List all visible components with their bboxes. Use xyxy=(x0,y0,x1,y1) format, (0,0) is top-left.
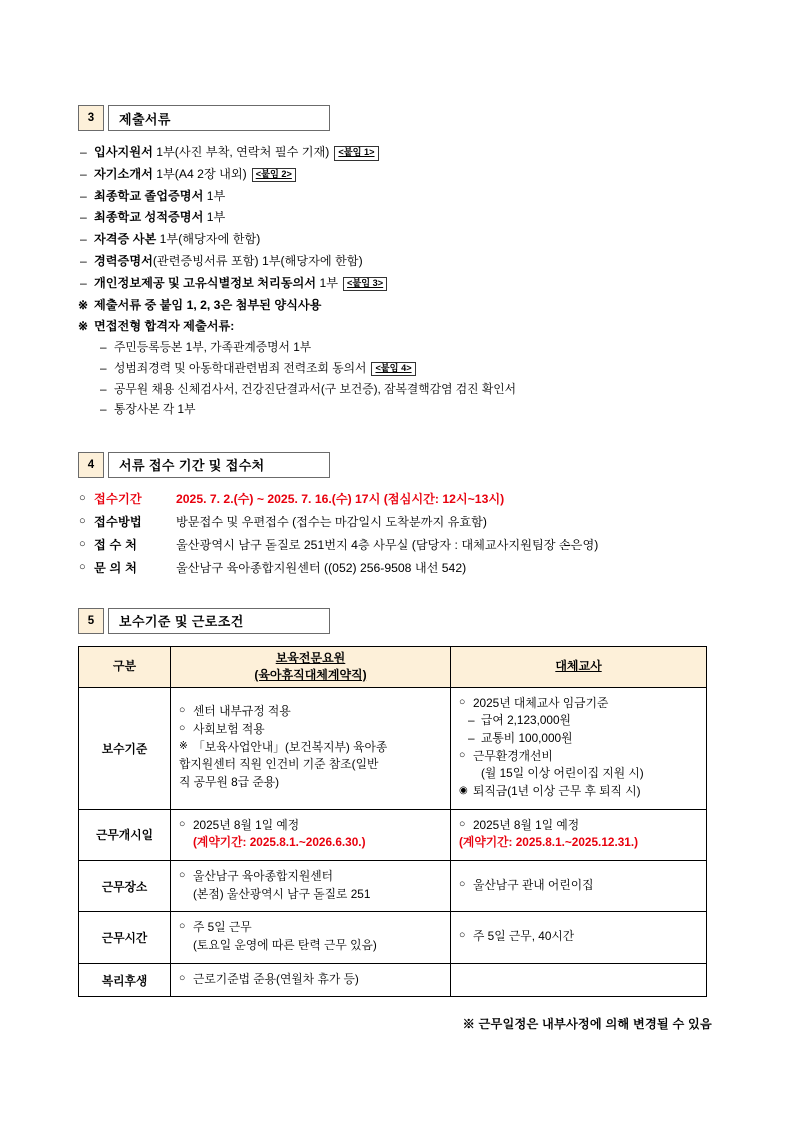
section-header-4 xyxy=(78,452,718,478)
cell-line xyxy=(459,783,698,801)
cell-text-contract-period: (계약기간: 2025.8.1.~2025.12.31.) xyxy=(459,835,639,850)
cell-line xyxy=(459,834,698,852)
list-item-label: 입사지원서 xyxy=(94,145,153,159)
list-item xyxy=(78,252,718,270)
info-row-value: 울산남구 육아종합지원센터 ((052) 256-9508 내선 542) xyxy=(176,560,467,575)
attachment-tag: <붙임 3> xyxy=(343,277,387,292)
table-row xyxy=(79,809,707,860)
cell-line xyxy=(179,721,442,739)
reference-mark-icon: ※ xyxy=(179,739,188,752)
dash-marker: – xyxy=(80,145,87,159)
row-header: 근무장소 xyxy=(79,861,171,912)
table-header-row xyxy=(79,646,707,687)
list-item-detail: 1부 xyxy=(316,275,339,290)
cell-text: 2025년 8월 1일 예정 xyxy=(473,817,580,832)
list-item xyxy=(78,274,718,292)
cell-text: 근무환경개선비 xyxy=(473,748,553,763)
cell-text: (월 15일 이상 어린이집 지원 시) xyxy=(481,766,644,781)
cell-line xyxy=(179,919,442,937)
document-content xyxy=(78,105,718,1032)
cell-text: 급여 2,123,000원 xyxy=(481,713,571,728)
section-title: 서류 접수 기간 및 접수처 xyxy=(108,452,330,478)
cell-text: 센터 내부규정 적용 xyxy=(193,704,291,719)
circle-marker-icon: ○ xyxy=(179,722,186,735)
list-item xyxy=(78,230,718,248)
list-item-detail: 1부(사진 부착, 연락처 필수 기재) xyxy=(152,145,330,159)
cell-substitute-start-date xyxy=(451,809,707,860)
cell-line xyxy=(459,765,698,783)
table-row xyxy=(79,861,707,912)
circle-marker-icon: ○ xyxy=(459,817,466,830)
circle-marker-icon: ○ xyxy=(179,920,186,933)
cell-text: 직 공무원 8급 준용) xyxy=(179,775,280,790)
dash-marker: – xyxy=(100,360,107,375)
cell-substitute-location xyxy=(451,861,707,912)
circle-marker-icon: ○ xyxy=(179,817,186,830)
list-item-label: 최종학교 성적증명서 xyxy=(94,210,204,225)
cell-substitute-benefits xyxy=(451,963,707,997)
list-item-label: 최종학교 졸업증명서 xyxy=(94,188,204,203)
cell-substitute-pay xyxy=(451,687,707,809)
info-row-label: 접수기간 xyxy=(94,491,142,506)
dash-marker: – xyxy=(80,188,87,203)
cell-text-contract-period: (계약기간: 2025.8.1.~2026.6.30.) xyxy=(193,835,366,850)
info-row-label: 접수방법 xyxy=(94,514,142,529)
cell-line xyxy=(459,748,698,766)
cell-line xyxy=(179,739,442,757)
sub-list-item xyxy=(78,381,718,399)
info-row-label: 접 수 처 xyxy=(94,537,138,552)
dash-marker: – xyxy=(80,275,87,290)
cell-specialist-hours xyxy=(171,912,451,963)
circle-marker-icon: ○ xyxy=(459,877,466,890)
sub-list-item xyxy=(78,360,718,378)
list-item-label: 자기소개서 xyxy=(94,166,153,181)
cell-text: 「보육사업안내」(보건복지부) 육아종 xyxy=(193,739,388,754)
cell-specialist-location xyxy=(171,861,451,912)
list-item-detail: 1부(A4 2장 내외) xyxy=(152,166,247,181)
cell-text: (본점) 울산광역시 남구 돋질로 251 xyxy=(193,886,371,901)
cell-text: 울산남구 관내 어린이집 xyxy=(473,877,594,892)
cell-text: 2025년 대체교사 임금기준 xyxy=(473,695,609,710)
section-number: 4 xyxy=(78,452,104,478)
circle-marker-icon: ○ xyxy=(79,514,86,527)
info-row-value: 울산광역시 남구 돋질로 251번지 4층 사무실 (담당자 : 대체교사지원팀장 손은영) xyxy=(176,537,599,552)
section-number: 5 xyxy=(78,608,104,634)
dash-marker: – xyxy=(100,340,107,355)
sub-list-text: 통장사본 각 1부 xyxy=(114,402,196,417)
cell-text: 사회보험 적용 xyxy=(193,722,265,737)
dash-marker: – xyxy=(468,713,475,728)
cell-line xyxy=(179,703,442,721)
dash-marker: – xyxy=(468,730,475,745)
section-title: 제출서류 xyxy=(108,105,330,131)
section-header-3 xyxy=(78,105,718,131)
list-item-detail: 1부(해당자에 한함) xyxy=(156,232,261,247)
note-line xyxy=(78,296,718,314)
cell-line xyxy=(179,834,442,852)
cell-text: 합지원센터 직원 인건비 기준 참조(일반 xyxy=(179,757,379,772)
circle-marker-icon: ○ xyxy=(459,929,466,942)
cell-text: 2025년 8월 1일 예정 xyxy=(193,817,300,832)
cell-line xyxy=(179,971,442,989)
table-row xyxy=(79,687,707,809)
list-item xyxy=(78,187,718,205)
list-item xyxy=(78,165,718,183)
conditions-table xyxy=(78,646,707,998)
attachment-tag: <붙임 2> xyxy=(252,168,296,183)
cell-line xyxy=(459,695,698,713)
sub-list-text: 주민등록등본 1부, 가족관계증명서 1부 xyxy=(114,340,312,355)
info-row xyxy=(78,559,718,578)
cell-line xyxy=(179,817,442,835)
cell-specialist-start-date xyxy=(171,809,451,860)
cell-line xyxy=(179,886,442,904)
attachment-tag: <붙임 4> xyxy=(371,362,415,377)
row-header: 근무개시일 xyxy=(79,809,171,860)
cell-line xyxy=(179,937,442,955)
sub-list-text: 공무원 채용 신체검사서, 건강진단결과서(구 보건증), 잠복결핵감염 검진 확인서 xyxy=(114,381,517,396)
sub-list-text: 성범죄경력 및 아동학대관련범죄 전력조회 동의서 xyxy=(114,360,367,375)
cell-substitute-hours xyxy=(451,912,707,963)
list-item-detail: 1부 xyxy=(203,210,226,225)
row-header: 보수기준 xyxy=(79,687,171,809)
note-text: 제출서류 중 붙임 1, 2, 3은 첨부된 양식사용 xyxy=(94,297,322,312)
cell-text: 근로기준법 준용(연월차 휴가 등) xyxy=(193,971,359,986)
footnote: ※ 근무일정은 내부사정에 의해 변경될 수 있음 xyxy=(462,1017,712,1032)
note-text: 면접전형 합격자 제출서류: xyxy=(94,319,235,334)
cell-line xyxy=(459,730,698,748)
cell-line xyxy=(459,877,698,895)
spacer xyxy=(78,422,718,452)
info-row-label: 문 의 처 xyxy=(94,560,138,575)
column-header-line2: (육아휴직대체계약직) xyxy=(254,667,367,682)
dash-marker: – xyxy=(80,166,87,181)
cell-specialist-benefits xyxy=(171,963,451,997)
cell-line xyxy=(459,712,698,730)
submission-documents-list xyxy=(78,143,718,419)
spacer xyxy=(78,582,718,608)
circle-marker-icon: ○ xyxy=(179,704,186,717)
attachment-tag: <붙임 1> xyxy=(334,146,378,161)
circle-marker-icon: ○ xyxy=(79,537,86,550)
dash-marker: – xyxy=(100,381,107,396)
info-row-value: 2025. 7. 2.(수) ~ 2025. 7. 16.(수) 17시 (점심시간: 12시~13시) xyxy=(176,491,505,506)
column-header-substitute-teacher xyxy=(451,646,707,687)
cell-line xyxy=(179,756,442,774)
reference-mark-icon: ※ xyxy=(78,297,89,312)
note-line xyxy=(78,317,718,335)
column-header-text: 대체교사 xyxy=(555,659,602,674)
row-header: 근무시간 xyxy=(79,912,171,963)
info-row xyxy=(78,513,718,532)
list-item-detail: 1부 xyxy=(203,188,226,203)
list-item-detail: (관련증빙서류 포함) 1부(해당자에 한함) xyxy=(152,253,363,268)
dash-marker: – xyxy=(80,232,87,247)
circle-marker-icon: ○ xyxy=(79,560,86,573)
circle-marker-icon: ○ xyxy=(79,491,86,504)
cell-text: (토요일 운영에 따른 탄력 근무 있음) xyxy=(193,938,377,953)
cell-text: 주 5일 근무 xyxy=(193,920,252,935)
sub-list-item xyxy=(78,339,718,357)
cell-line xyxy=(179,774,442,792)
info-row xyxy=(78,490,718,509)
cell-line xyxy=(179,868,442,886)
cell-line xyxy=(459,817,698,835)
column-header-childcare-specialist xyxy=(171,646,451,687)
dash-marker: – xyxy=(100,402,107,417)
reference-mark-icon: ※ xyxy=(78,319,89,334)
section-title: 보수기준 및 근로조건 xyxy=(108,608,330,634)
list-item xyxy=(78,143,718,161)
cell-text: 울산남구 육아종합지원센터 xyxy=(193,869,334,884)
table-row xyxy=(79,912,707,963)
column-header-category: 구분 xyxy=(79,646,171,687)
cell-text: 주 5일 근무, 40시간 xyxy=(473,929,575,944)
circle-marker-icon: ○ xyxy=(179,971,186,984)
circle-marker-icon: ○ xyxy=(459,748,466,761)
info-row xyxy=(78,536,718,555)
filled-circle-marker-icon: ◉ xyxy=(459,784,468,796)
list-item xyxy=(78,208,718,226)
dash-marker: – xyxy=(80,253,87,268)
list-item-label: 경력증명서 xyxy=(94,253,153,268)
cell-line xyxy=(459,928,698,946)
cell-text: 교통비 100,000원 xyxy=(481,730,573,745)
list-item-label: 자격증 사본 xyxy=(94,232,157,247)
table-row xyxy=(79,963,707,997)
list-item-label: 개인정보제공 및 고유식별정보 처리동의서 xyxy=(94,275,317,290)
section-number: 3 xyxy=(78,105,104,131)
sub-list-item xyxy=(78,401,718,419)
info-row-value: 방문접수 및 우편접수 (접수는 마감일시 도착분까지 유효함) xyxy=(176,514,487,529)
application-period-list xyxy=(78,490,718,578)
column-header-line1: 보육전문요원 xyxy=(275,651,346,666)
cell-text: 퇴직금(1년 이상 근무 후 퇴직 시) xyxy=(473,783,641,798)
cell-specialist-pay xyxy=(171,687,451,809)
circle-marker-icon: ○ xyxy=(459,695,466,708)
dash-marker: – xyxy=(80,210,87,225)
row-header: 복리후생 xyxy=(79,963,171,997)
section-header-5 xyxy=(78,608,718,634)
circle-marker-icon: ○ xyxy=(179,869,186,882)
